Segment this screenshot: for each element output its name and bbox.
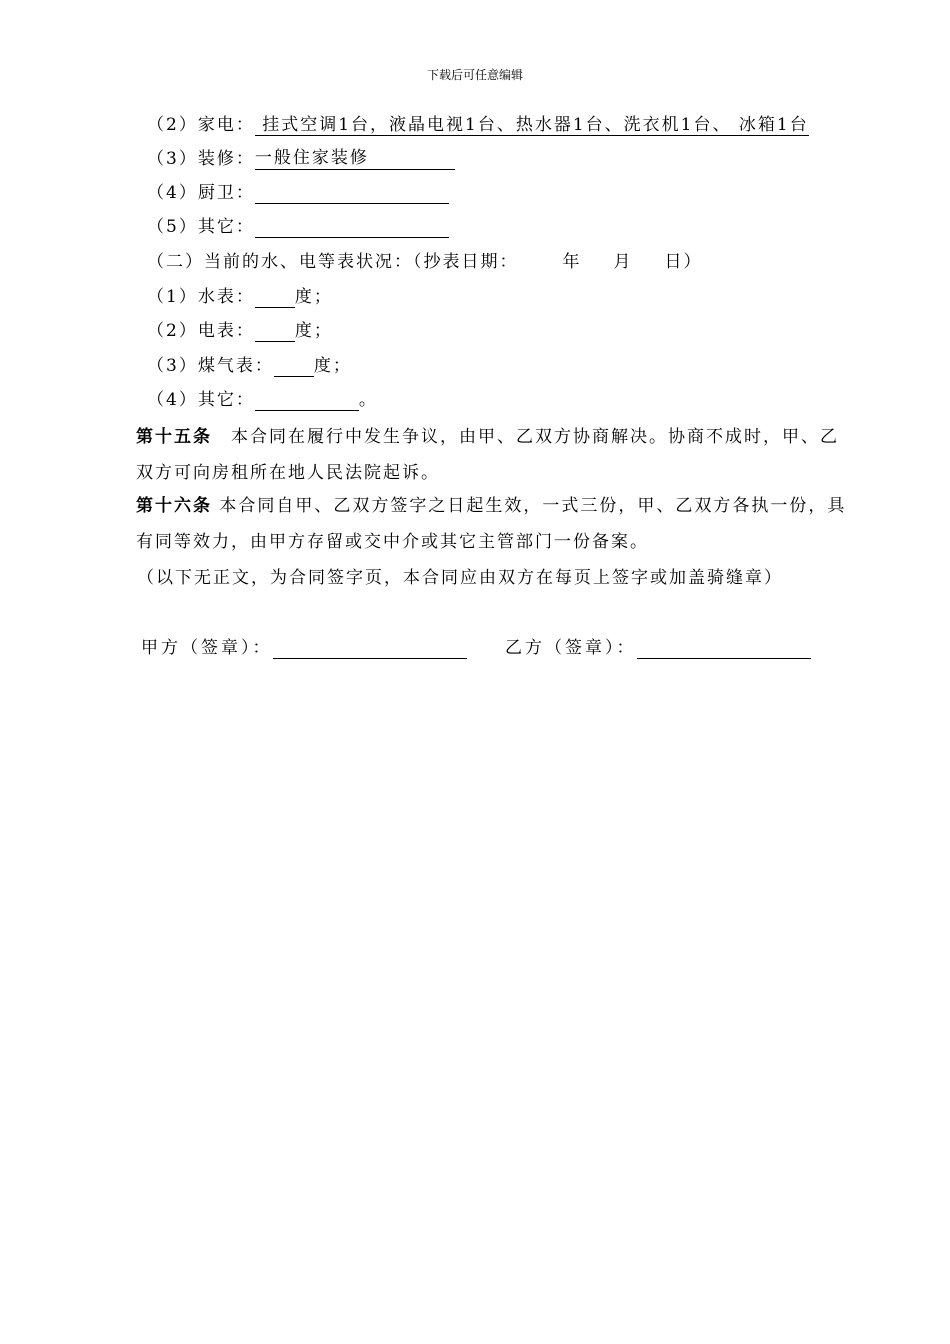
meter-month: 月	[613, 252, 633, 272]
article-15-title: 第十五条	[136, 427, 212, 447]
page-header-note: 下载后可任意编辑	[426, 68, 523, 82]
power-meter-line	[147, 320, 333, 342]
water-meter-unit: 度；	[294, 287, 333, 307]
article-15	[102, 419, 850, 491]
gas-meter-unit: 度；	[313, 356, 352, 376]
decoration-line	[147, 148, 455, 170]
gas-meter-blank	[274, 358, 314, 377]
party-a-label: 甲方（签章）：	[141, 638, 273, 658]
meter-day: 日）	[664, 252, 703, 272]
appliances-value: 挂式空调1台，液晶电视1台、热水器1台、洗衣机1台、 冰箱1台	[254, 115, 809, 135]
other2-line	[147, 389, 378, 411]
no-more-text-note: （以下无正文，为合同签字页，本合同应由双方在每页上签字或加盖骑缝章）	[137, 568, 783, 588]
other2-label: （4）其它：	[147, 390, 255, 410]
other1-blank	[255, 219, 449, 238]
party-b-label: 乙方（签章）：	[505, 638, 637, 658]
appliances-label: （2）家电：	[147, 115, 255, 135]
power-meter-unit: 度；	[294, 321, 333, 341]
water-meter-line	[147, 286, 333, 308]
party-b-signature-blank	[637, 640, 811, 659]
meters-heading-prefix: （二）当前的水、电等表状况：（抄表日期：	[147, 252, 519, 272]
decoration-value: 一般住家装修	[254, 148, 369, 168]
meter-year: 年	[562, 252, 582, 272]
water-meter-label: （1）水表：	[147, 287, 255, 307]
other2-blank	[255, 392, 359, 411]
signature-party-a	[141, 637, 467, 659]
other2-end: 。	[358, 390, 378, 410]
meters-heading	[147, 251, 703, 273]
gas-meter-line	[147, 355, 352, 377]
decoration-blank	[254, 148, 455, 170]
water-meter-blank	[255, 289, 295, 308]
signature-party-b	[505, 637, 811, 659]
other1-line	[147, 216, 449, 238]
article-16	[102, 488, 850, 560]
other1-label: （5）其它：	[147, 217, 255, 237]
article-16-title: 第十六条	[136, 496, 212, 516]
gas-meter-label: （3）煤气表：	[147, 356, 274, 376]
power-meter-label: （2）电表：	[147, 321, 255, 341]
kitchen-line	[147, 182, 449, 204]
power-meter-blank	[255, 323, 295, 342]
article-15-text: 本合同在履行中发生争议，由甲、乙双方协商解决。协商不成时，甲、乙双方可向房租所在地人民法院起诉。	[136, 427, 839, 483]
article-16-text: 本合同自甲、乙双方签字之日起生效，一式三份，甲、乙双方各执一份，具有同等效力，由甲方存留或交中介或其它主管部门一份备案。	[136, 496, 847, 552]
kitchen-blank	[255, 185, 449, 204]
decoration-label: （3）装修：	[147, 149, 255, 169]
appliances-line	[147, 114, 809, 136]
party-a-signature-blank	[273, 640, 467, 659]
kitchen-label: （4）厨卫：	[147, 183, 255, 203]
